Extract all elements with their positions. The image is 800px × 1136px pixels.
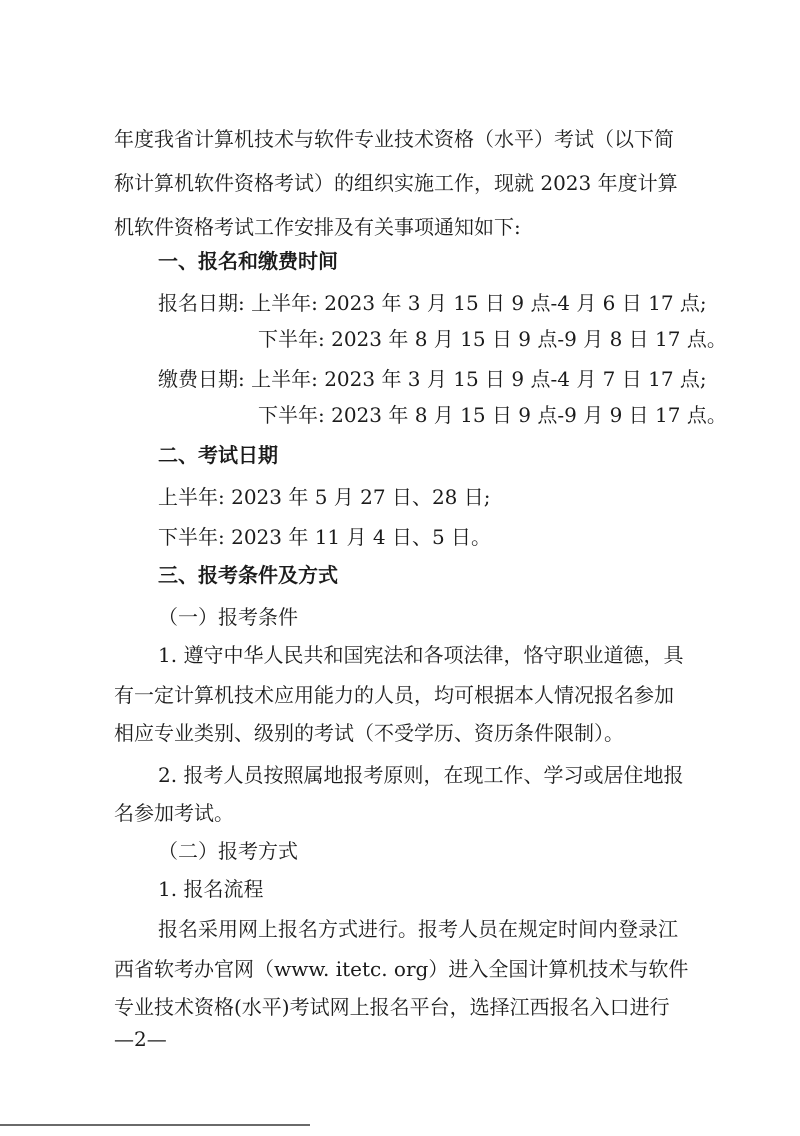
- section-heading-3: 三、报考条件及方式: [158, 563, 338, 587]
- body-text-line: 相应专业类别、级别的考试（不受学历、资历条件限制）。: [114, 721, 624, 745]
- body-text-line: 年度我省计算机技术与软件专业技术资格（水平）考试（以下简: [114, 127, 674, 151]
- subsection-heading-2: （二）报考方式: [158, 839, 298, 863]
- body-text-line: 机软件资格考试工作安排及有关事项通知如下:: [114, 215, 521, 239]
- payment-date-first-half: 缴费日期: 上半年: 2023 年 3 月 15 日 9 点-4 月 7 日 17 点;: [158, 367, 707, 391]
- page-number: —2—: [114, 1027, 167, 1051]
- body-text-line: 报名采用网上报名方式进行。报考人员在规定时间内登录江: [158, 917, 678, 941]
- body-text-line: 西省软考办官网（www. itetc. org）进入全国计算机技术与软件: [114, 957, 689, 981]
- body-text-line: 有一定计算机技术应用能力的人员，均可根据本人情况报名参加: [114, 683, 674, 707]
- section-heading-1: 一、报名和缴费时间: [158, 249, 338, 273]
- body-text-line: 称计算机软件资格考试）的组织实施工作，现就 2023 年度计算: [114, 171, 678, 195]
- body-text-line: 专业技术资格(水平)考试网上报名平台，选择江西报名入口进行: [114, 995, 670, 1019]
- item-heading: 1. 报名流程: [158, 877, 264, 901]
- registration-date-first-half: 报名日期: 上半年: 2023 年 3 月 15 日 9 点-4 月 6 日 17 点;: [158, 291, 707, 315]
- exam-date-second-half: 下半年: 2023 年 11 月 4 日、5 日。: [158, 525, 492, 549]
- bottom-edge-divider: [0, 1124, 310, 1126]
- body-text-line: 名参加考试。: [114, 801, 234, 825]
- section-heading-2: 二、考试日期: [158, 443, 278, 467]
- exam-date-first-half: 上半年: 2023 年 5 月 27 日、28 日;: [158, 485, 491, 509]
- registration-date-second-half: 下半年: 2023 年 8 月 15 日 9 点-9 月 8 日 17 点。: [258, 327, 727, 351]
- body-text-line: 1. 遵守中华人民共和国宪法和各项法律，恪守职业道德，具: [158, 643, 684, 667]
- subsection-heading-1: （一）报考条件: [158, 605, 298, 629]
- payment-date-second-half: 下半年: 2023 年 8 月 15 日 9 点-9 月 9 日 17 点。: [258, 403, 727, 427]
- body-text-line: 2. 报考人员按照属地报考原则，在现工作、学习或居住地报: [158, 763, 684, 787]
